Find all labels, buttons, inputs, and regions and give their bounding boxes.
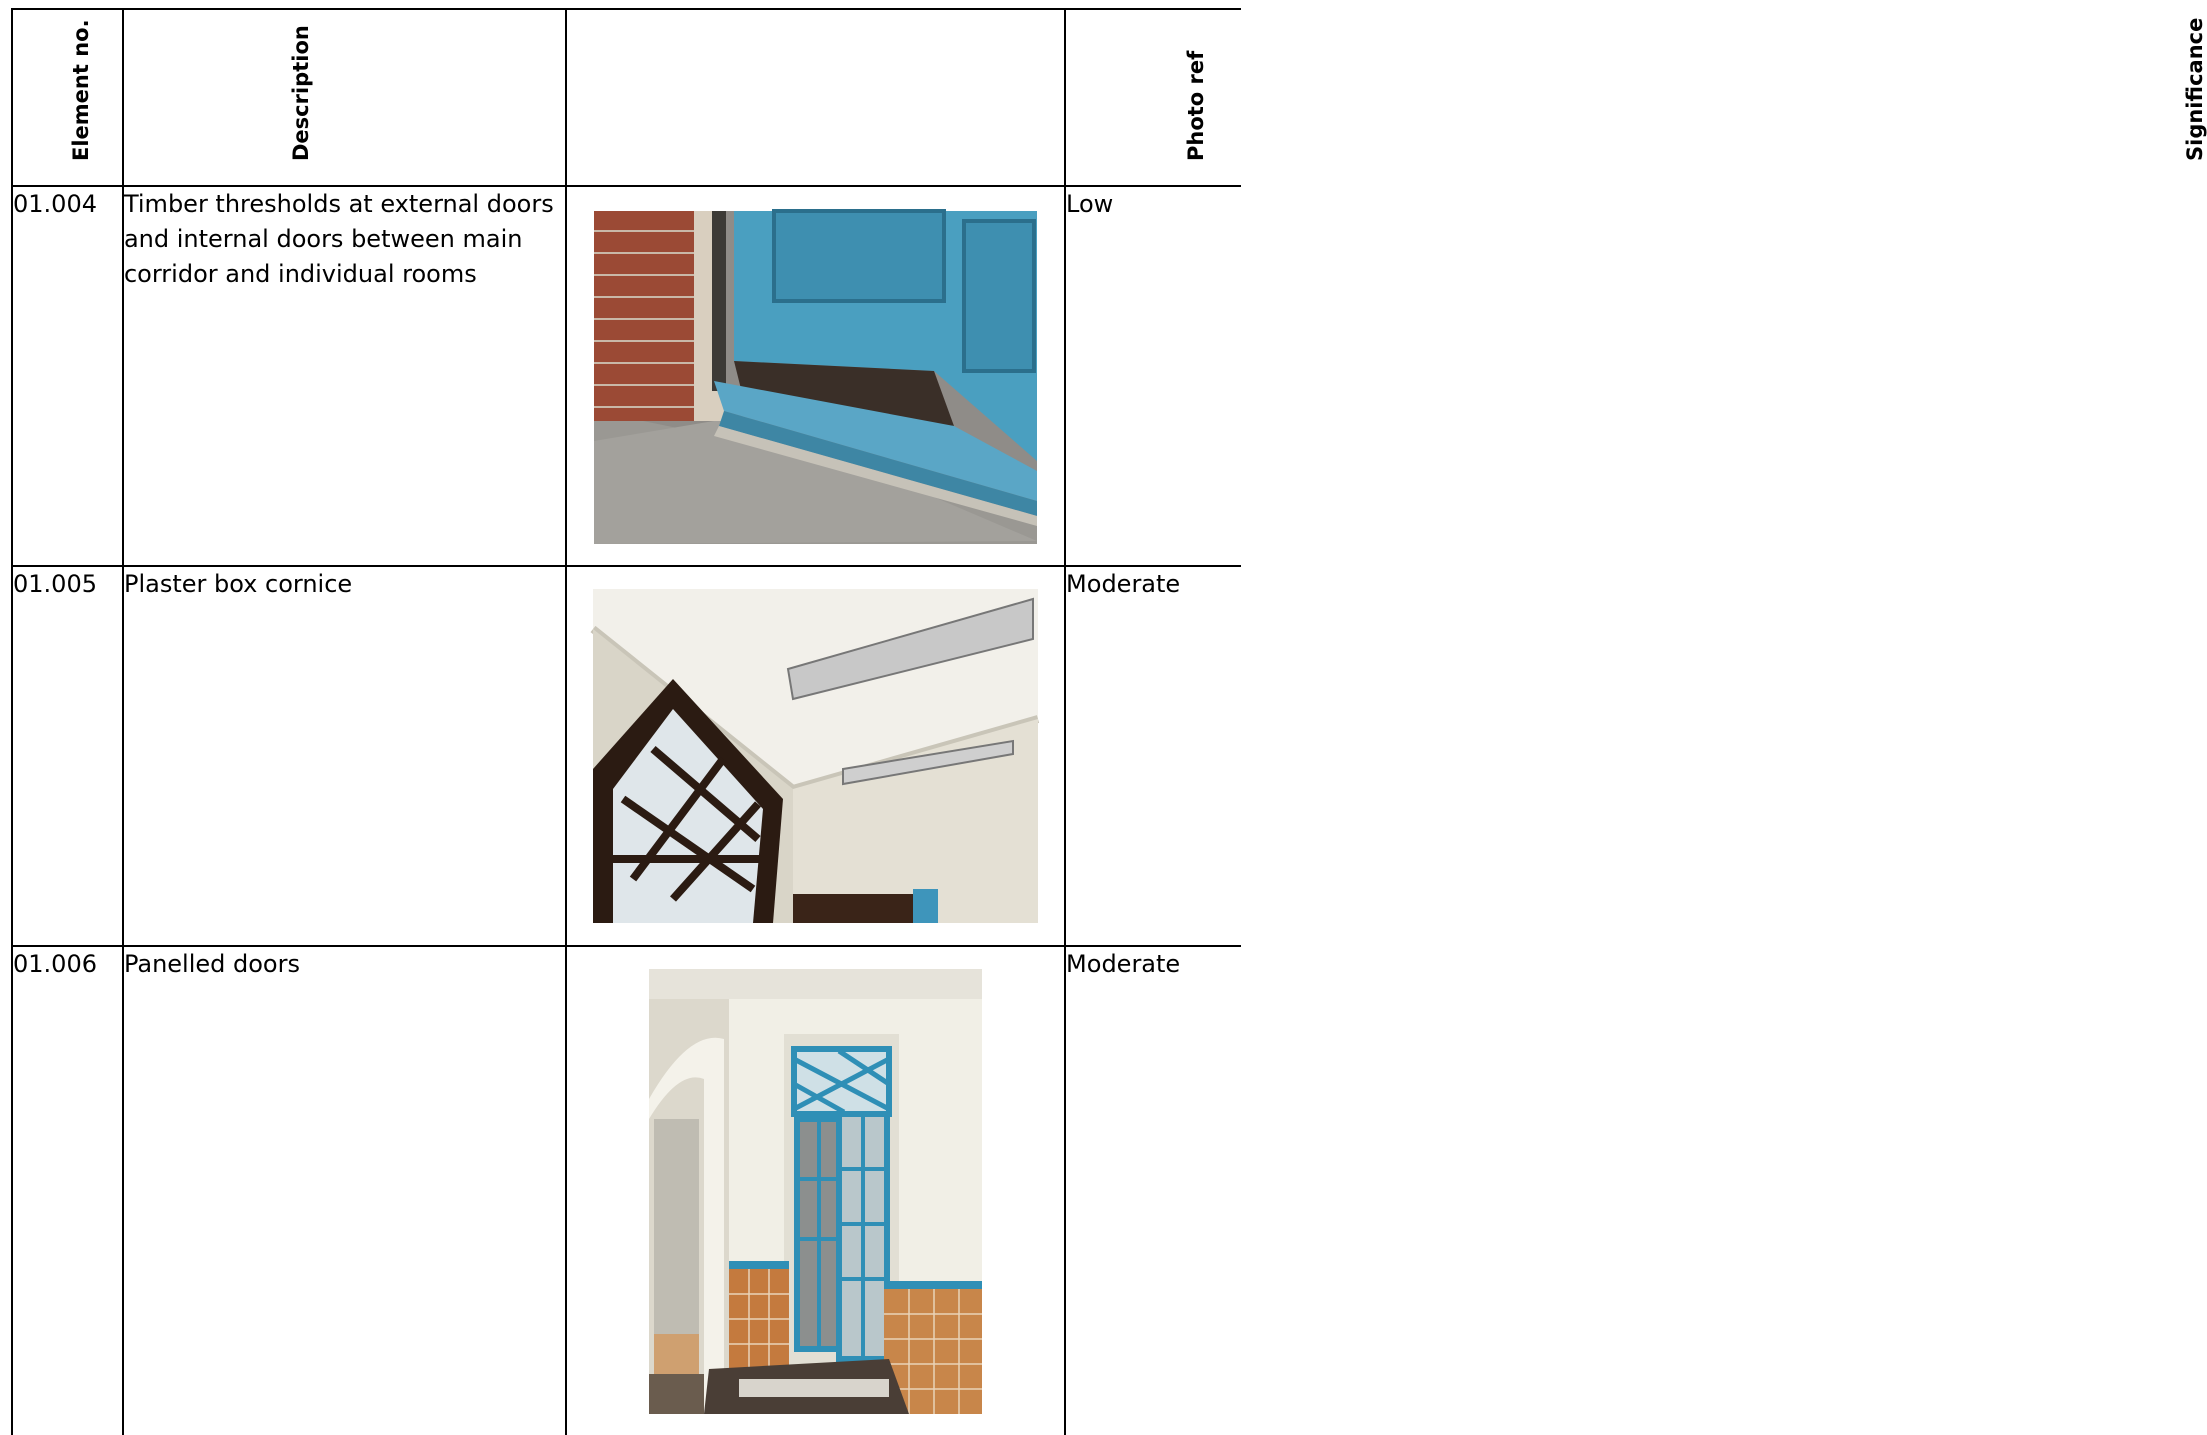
elements-table — [11, 8, 2207, 1435]
table-row — [12, 566, 1241, 946]
header-element-no — [12, 9, 123, 186]
photo-cell — [566, 566, 1065, 946]
element-no-cell: 01.004 — [12, 186, 123, 566]
element-no-cell: 01.005 — [12, 566, 123, 946]
header-description — [123, 9, 566, 186]
header-significance — [1065, 9, 2207, 186]
door-threshold-photo — [594, 211, 1037, 544]
significance-cell: Low — [1065, 186, 1241, 566]
photo-cell — [566, 186, 1065, 566]
header-description-label: Description — [288, 25, 313, 161]
photo-cell — [566, 946, 1065, 1435]
header-significance-label: Significance — [2183, 17, 2207, 161]
description-cell: Plaster box cornice — [123, 566, 566, 946]
significance-cell: Moderate — [1065, 946, 1241, 1435]
description-cell: Panelled doors — [123, 946, 566, 1435]
header-element-no-label: Element no. — [69, 19, 93, 161]
significance-cell: Moderate — [1065, 566, 1241, 946]
header-photo-ref-label: Photo ref — [1183, 50, 1208, 161]
ceiling-cornice-photo — [593, 589, 1038, 923]
table-row — [12, 186, 1241, 566]
panelled-doors-photo — [649, 969, 982, 1414]
description-cell: Timber thresholds at external doors and internal doors between main corridor and individual rooms — [123, 186, 566, 566]
table-row — [12, 946, 1241, 1435]
header-photo-ref — [566, 9, 1208, 186]
element-no-cell: 01.006 — [12, 946, 123, 1435]
header-row — [12, 9, 1241, 186]
